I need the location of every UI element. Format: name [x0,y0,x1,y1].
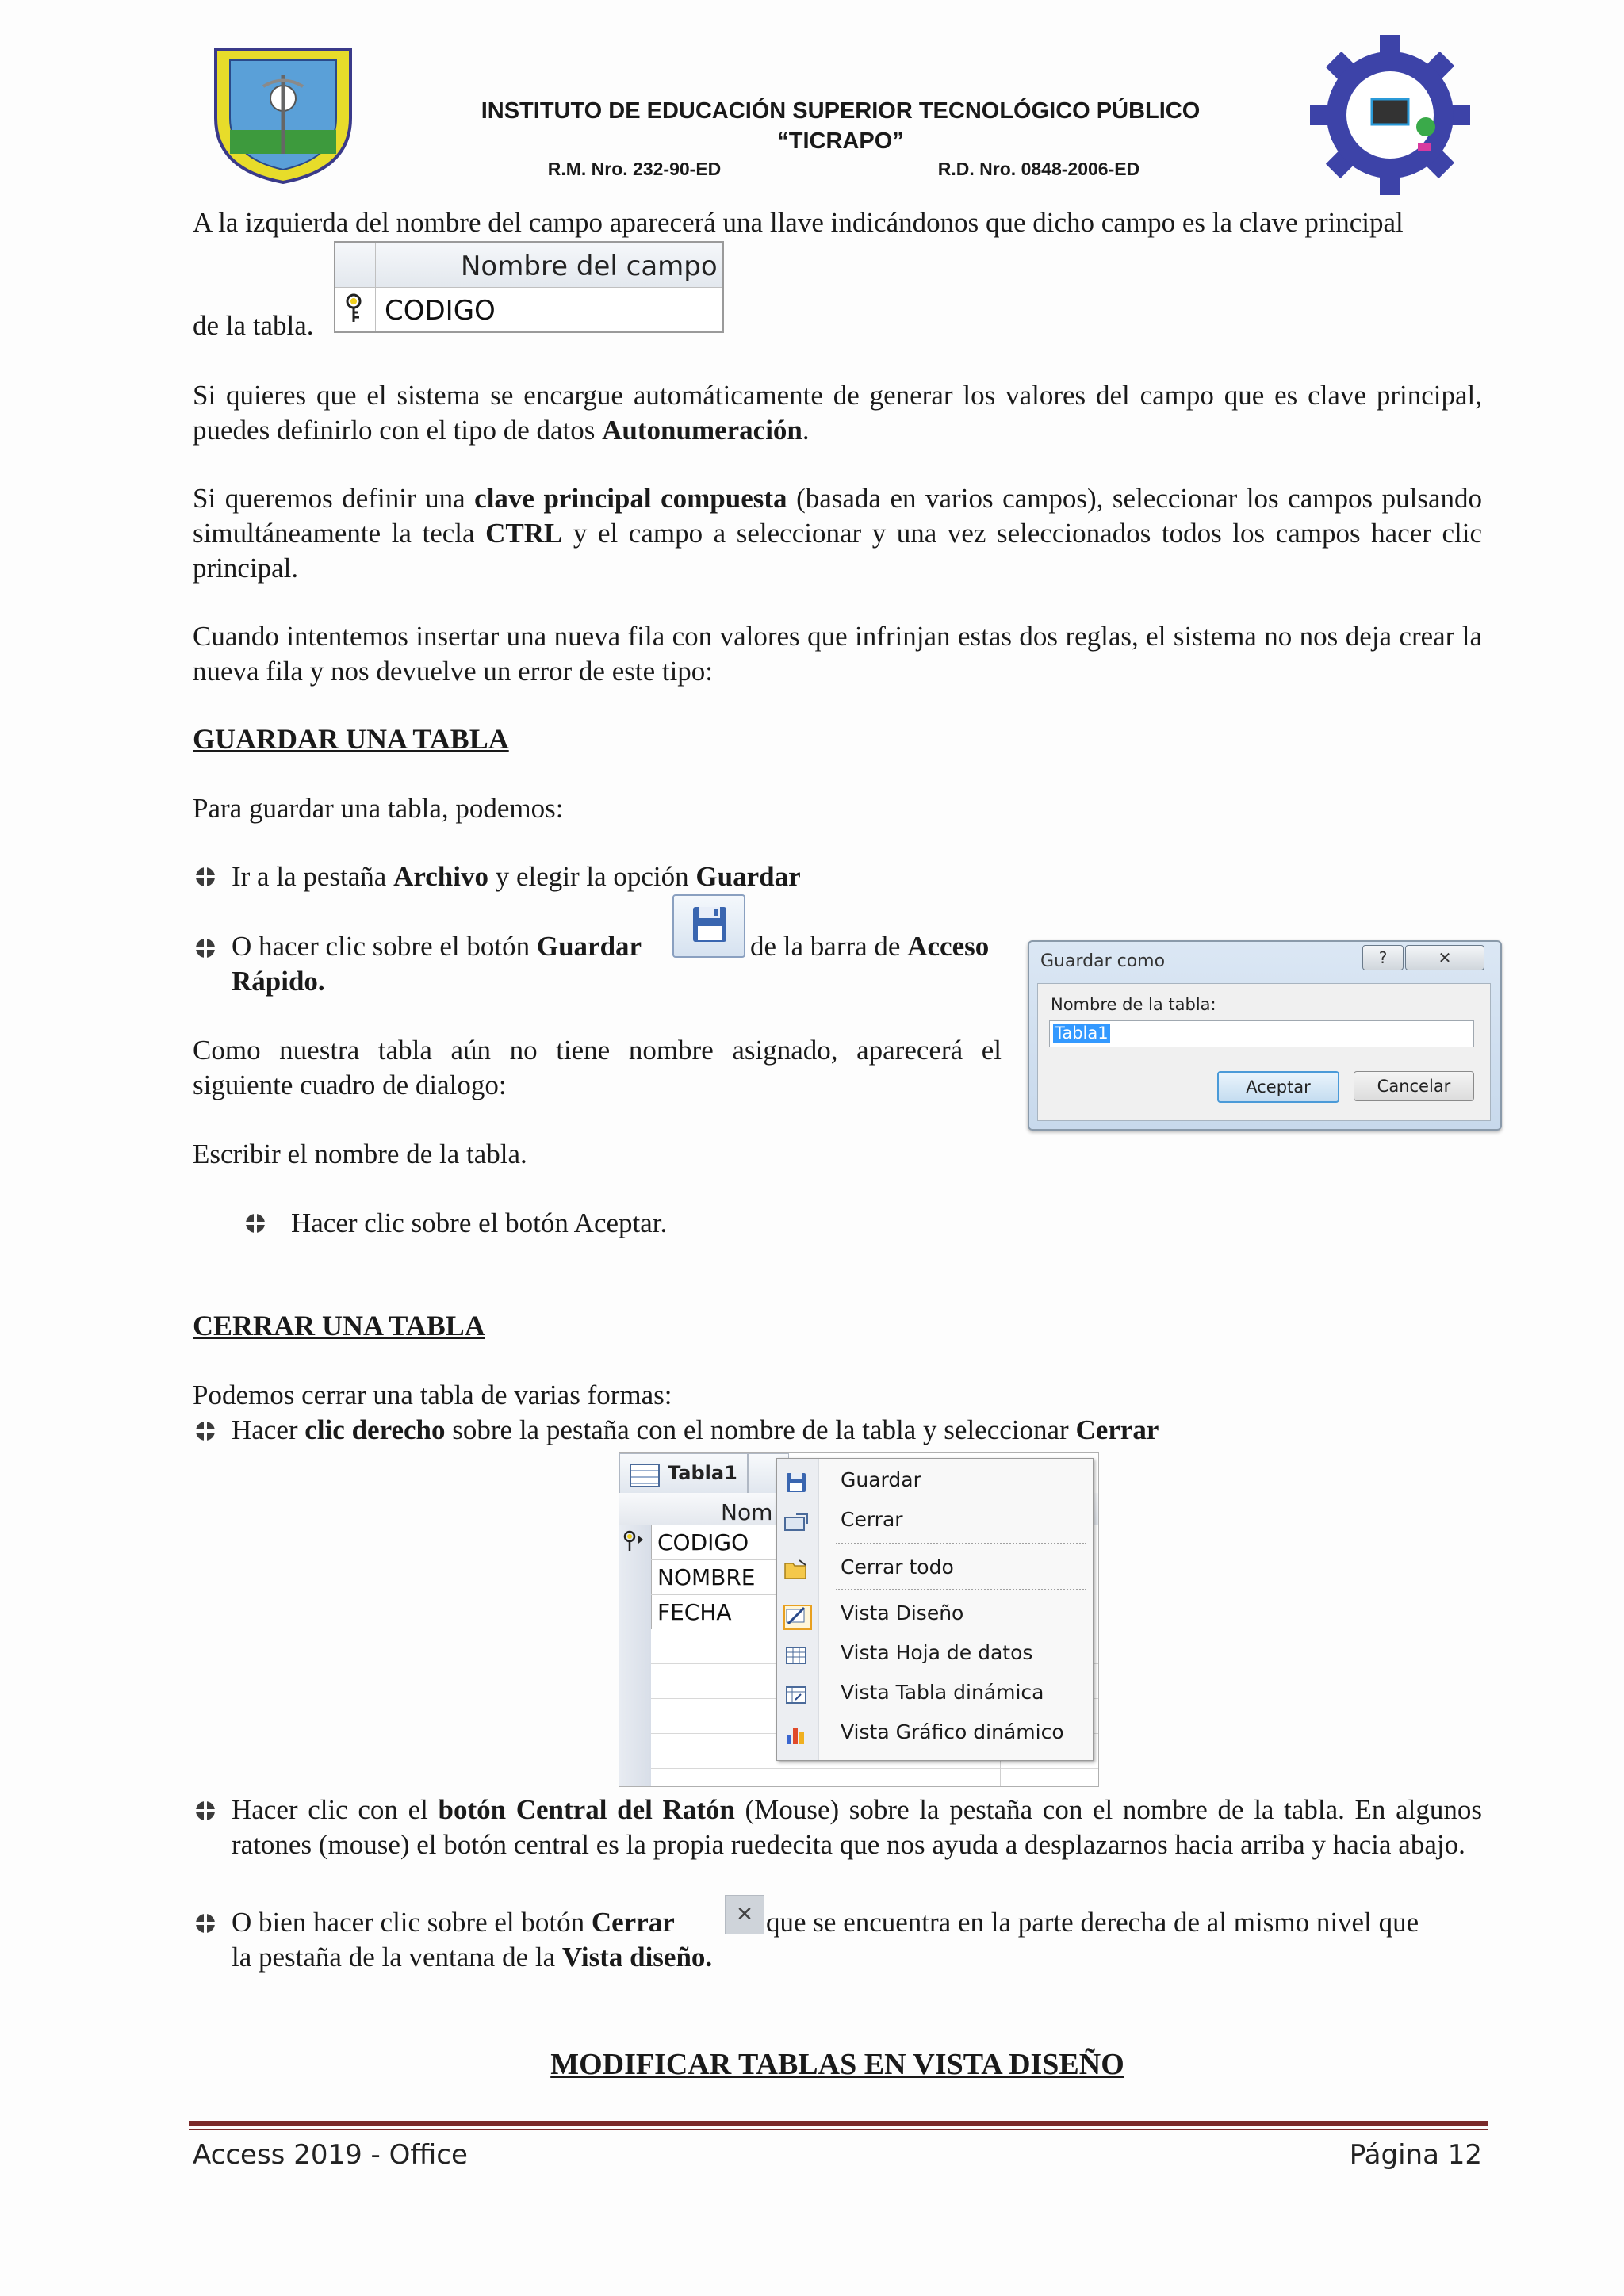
grid-field-name: NOMBRE [657,1564,756,1590]
heading-cerrar: CERRAR UNA TABLA [193,1310,485,1341]
paragraph-key-line1: A la izquierda del nombre del campo aparecerá una llave indicándonos que dicho campo es la clave principal [193,207,1404,238]
bullet-right-click: Hacer clic derecho sobre la pestaña con el nombre de la tabla y seleccionar Cerrar [232,1414,1159,1445]
institute-short-name: “TICRAPO” [777,128,904,154]
save-as-dialog [1028,940,1502,1131]
bullet-click-accept: Hacer clic sobre el botón Aceptar. [291,1207,668,1238]
menu-item-vista-diseno[interactable] [777,1595,1093,1635]
close-context-menu-screenshot [619,1452,1099,1787]
dialog-cancel-button[interactable]: Cancelar [1354,1071,1474,1101]
footer-rule-thin [189,2129,1488,2130]
dialog-name-input[interactable] [1049,1020,1474,1047]
grid-row[interactable] [651,1559,778,1595]
bullet-close-button-c: la pestaña de la ventana de la Vista diseño. [232,1942,713,1973]
menu-separator [836,1589,1086,1590]
bullet-save-button-a: O hacer clic sobre el botón Guardar [232,931,642,962]
grid-field-name: CODIGO [657,1529,749,1556]
key-icon [622,1529,646,1552]
page-number: Página 12 [1349,2139,1482,2171]
dialog-close-button[interactable]: ✕ [1405,945,1484,970]
menu-item-label: Vista Tabla dinámica [841,1681,1044,1704]
menu-item-vista-hoja-datos[interactable] [777,1635,1093,1674]
bullet-save-button-c: Rápido. [232,966,325,997]
grid-header-label: Nom [721,1499,773,1525]
rd-number: R.D. Nro. 0848-2006-ED [937,159,1140,179]
bullet-middle-click: Hacer clic con el botón Central del Ratón (Mouse) sobre la pestaña con el nombre de la tabla. En algunos ratones (mouse) el botón central es la propia ruedecita que nos ayuda a desplazarnos hacia arriba y hacia abajo. [232,1794,1482,1860]
bullet-icon [196,1801,215,1820]
menu-item-cerrar-todo[interactable] [777,1549,1093,1589]
paragraph-error: Cuando intentemos insertar una nueva fila con valores que infrinjan estas dos reglas, el sistema no nos deja crear la nueva fila y nos devuelve un error de este tipo: [193,621,1482,687]
menu-item-label: Cerrar [841,1508,903,1531]
paragraph-save-intro: Para guardar una tabla, podemos: [193,793,564,824]
menu-item-vista-tabla-dinamica[interactable] [777,1674,1093,1714]
paragraph-key-line2: de la tabla. [193,310,314,341]
key-icon [342,293,366,323]
footer-rule [189,2121,1488,2126]
key-grid-row-divider [375,287,376,331]
paragraph-autonumber: Si quieres que el sistema se encargue automáticamente de generar los valores del campo que es clave principal, puedes definirlo con el tipo de datos Autonumeración. [193,380,1482,446]
key-grid-field: CODIGO [385,295,496,327]
close-icon[interactable]: ✕ [725,1895,764,1934]
grid-selector-column [619,1525,652,1786]
menu-item-cerrar[interactable] [777,1502,1093,1541]
save-button-icon[interactable] [672,894,745,958]
heading-guardar: GUARDAR UNA TABLA [193,723,509,755]
pivot-chart-icon [783,1724,809,1746]
dialog-name-value: Tabla1 [1055,1024,1109,1043]
bullet-icon [196,1422,215,1441]
bullet-close-button-b: que se encuentra en la parte derecha de al mismo nivel que [766,1907,1419,1938]
paragraph-composite-key: Si queremos definir una clave principal compuesta (basada en varios campos), seleccionar los campos pulsando simultáneamente la tecla CTRL y el campo a seleccionar y una vez seleccionados todos los campos hacer clic principal. [193,483,1482,584]
bullet-icon [196,867,215,886]
paragraph-write-name: Escribir el nombre de la tabla. [193,1138,527,1169]
dialog-accept-button[interactable]: Aceptar [1217,1071,1339,1103]
logo-left [208,43,358,186]
grid-row[interactable] [651,1594,778,1630]
menu-item-label: Cerrar todo [841,1556,954,1578]
rm-number: R.M. Nro. 232-90-ED [547,159,722,179]
save-icon [783,1471,809,1494]
folder-icon [783,1559,809,1581]
heading-modificar: MODIFICAR TABLAS EN VISTA DISEÑO [550,2048,1124,2081]
menu-item-label: Vista Hoja de datos [841,1641,1033,1664]
bullet-save-archivo: Ir a la pestaña Archivo y elegir la opción Guardar [232,861,801,892]
institute-name: INSTITUTO DE EDUCACIÓN SUPERIOR TECNOLÓGICO PÚBLICO [481,98,1201,124]
close-table-icon [783,1511,809,1533]
context-menu [776,1458,1094,1761]
bullet-close-button-a: O bien hacer clic sobre el botón Cerrar [232,1907,675,1938]
footer-title: Access 2019 - Office [193,2139,468,2171]
bullet-save-button-b: de la barra de Acceso [750,931,990,962]
bullet-icon [196,939,215,958]
bullet-icon [246,1214,265,1233]
primary-key-screenshot [334,241,724,333]
paragraph-dialog-intro: Como nuestra tabla aún no tiene nombre asignado, aparecerá el siguiente cuadro de dialogo: [193,1035,1002,1100]
datasheet-icon [783,1644,809,1667]
key-grid-corner [335,243,376,287]
table-tab[interactable] [619,1453,748,1494]
dialog-body [1037,983,1491,1121]
grid-field-name: FECHA [657,1599,732,1625]
key-grid-header: Nombre del campo [461,251,718,282]
table-tab-label: Tabla1 [668,1462,737,1484]
paragraph-close-intro: Podemos cerrar una tabla de varias formas: [193,1380,672,1410]
dialog-field-label: Nombre de la tabla: [1051,995,1216,1014]
design-view-icon [783,1605,812,1630]
logo-right [1307,32,1473,198]
menu-item-vista-grafico-dinamico[interactable] [777,1714,1093,1754]
menu-item-label: Vista Gráfico dinámico [841,1720,1064,1743]
menu-item-label: Vista Diseño [841,1601,964,1624]
menu-item-label: Guardar [841,1468,921,1491]
pivot-table-icon [783,1684,809,1706]
table-icon [630,1464,660,1487]
menu-separator [836,1543,1086,1544]
grid-row[interactable] [651,1525,778,1560]
bullet-icon [196,1914,215,1933]
dialog-help-button[interactable]: ? [1362,945,1404,970]
menu-item-guardar[interactable] [777,1462,1093,1502]
dialog-title: Guardar como [1040,951,1166,971]
